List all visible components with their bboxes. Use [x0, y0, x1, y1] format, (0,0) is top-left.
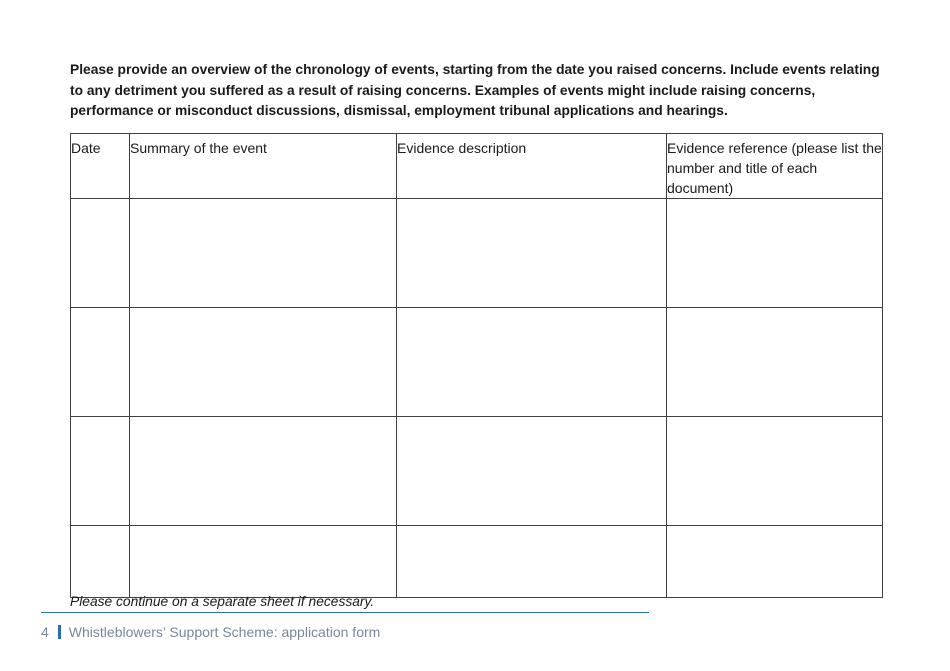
evidence-reference-cell[interactable]	[667, 199, 883, 308]
document-title: Whistleblowers’ Support Scheme: application form	[68, 624, 381, 640]
date-cell[interactable]	[71, 417, 130, 526]
header-evidence-description: Evidence description	[397, 134, 667, 199]
table-row	[71, 417, 883, 526]
chronology-table	[70, 133, 883, 598]
header-date: Date	[71, 134, 130, 199]
summary-cell[interactable]	[130, 308, 397, 417]
evidence-reference-cell[interactable]	[667, 526, 883, 598]
table-row	[71, 308, 883, 417]
date-cell[interactable]	[71, 308, 130, 417]
summary-cell[interactable]	[130, 417, 397, 526]
summary-cell[interactable]	[130, 199, 397, 308]
date-cell[interactable]	[71, 199, 130, 308]
summary-cell[interactable]	[130, 526, 397, 598]
evidence-description-cell[interactable]	[397, 308, 667, 417]
page-footer	[41, 624, 380, 640]
evidence-description-cell[interactable]	[397, 417, 667, 526]
footer-divider	[41, 612, 649, 613]
footer-separator	[58, 625, 61, 639]
continuation-note: Please continue on a separate sheet if necessary.	[70, 594, 375, 609]
evidence-reference-cell[interactable]	[667, 308, 883, 417]
evidence-description-cell[interactable]	[397, 526, 667, 598]
instructions-text: Please provide an overview of the chronology of events, starting from the date you raised concerns. Include events relating to any detriment you suffered as a result of raising concerns. Examples of events might include raising concerns, performance or misconduct discussions, dismissal, employment tribunal applications and hearings.	[70, 62, 880, 118]
table-header-row	[71, 134, 883, 199]
date-cell[interactable]	[71, 526, 130, 598]
evidence-description-cell[interactable]	[397, 199, 667, 308]
header-evidence-reference: Evidence reference (please list the number and title of each document)	[667, 134, 883, 199]
evidence-reference-cell[interactable]	[667, 417, 883, 526]
table-row	[71, 199, 883, 308]
header-summary: Summary of the event	[130, 134, 397, 199]
table-row	[71, 526, 883, 598]
page-number: 4	[41, 624, 49, 640]
